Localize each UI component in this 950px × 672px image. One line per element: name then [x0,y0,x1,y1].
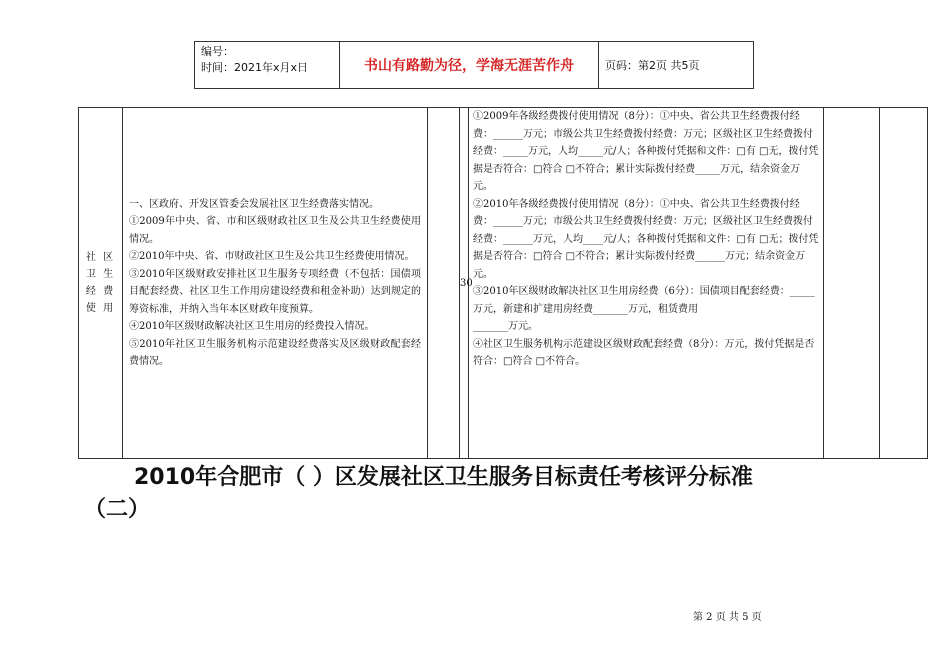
detail-paragraph: ④社区卫生服务机构示范建设区级财政配套经费（8分）：万元，拨付凭据是否符合：□符合 □不符合。 [473,338,815,367]
document-title [84,462,886,526]
description-paragraph: 一、区政府、开发区管委会发展社区卫生经费落实情况。 [129,198,379,210]
description-paragraph: ①2009年中央、省、市和区级财政社区卫生及公共卫生经费使用情况。 [129,216,421,245]
time-label: 时间：2021年x月x日 [201,61,309,74]
number-label: 编号： [201,45,234,58]
category-line: 经 费 [85,286,116,297]
description-paragraph: ④2010年区级财政解决社区卫生用房的经费投入情况。 [129,321,375,332]
empty-cell [880,108,928,459]
header-motto: 书山有路勤为径，学海无涯苦作舟 [340,42,599,88]
detail-paragraph: _______万元。 [473,321,538,332]
description-paragraph: ⑤2010年社区卫生服务机构示范建设经费落实及区级财政配套经费情况。 [129,338,421,367]
category-line: 使 用 [85,303,116,314]
detail-cell [469,108,824,459]
description-paragraph: ③2010年区级财政安排社区卫生服务专项经费（不包括：国债项目配套经费、社区卫生工作用房建设经费和租金补助）达到规定的筹资标准，并纳入当年本区财政年度预算。 [129,268,421,315]
category-line: 社 区 [85,252,116,263]
table-row [79,108,928,459]
detail-paragraph: ①2009年各级经费拨付使用情况（8分）：①中央、省公共卫生经费拨付经费：______万元；市级公共卫生经费拨付经费：万元；区级社区卫生经费拨付经费：_____万元，人均_____元/人；各种拨付凭据和文件：□有 □无，拨付凭据是否符合：□符合 □不符合；累计实际拨付经费_____万元，结余资金万元。 [473,111,819,192]
description-cell [123,108,428,459]
scoring-table [78,107,928,459]
empty-cell [428,108,460,459]
header-meta [195,42,340,88]
empty-cell [824,108,880,459]
score-cell: 30 [460,108,469,459]
page-footer: 第 2 页 共 5 页 [693,612,762,623]
description-paragraph: ②2010年中央、省、市财政社区卫生及公共卫生经费使用情况。 [129,251,415,262]
category-cell [79,108,123,459]
detail-paragraph: ③2010年区级财政解决社区卫生用房经费（6分）：国债项目配套经费：_____万元，新建和扩建用房经费_______万元，租赁费用 [473,286,815,315]
page-header [194,41,754,89]
title-line-2: （二） [84,497,151,522]
detail-paragraph: ②2010年各级经费拨付使用情况（8分）：①中央、省公共卫生经费拨付经费：______万元；市级公共卫生经费拨付经费：万元；区级社区卫生经费拨付经费：______万元，人均____元/人；各种拨付凭据和文件：□有 □无；拨付凭据是否符合：□符合 □不符合；累计实际拨付经费______万元；结余资金万元。 [473,198,819,280]
title-line-1: 2010年合肥市（ ）区发展社区卫生服务目标责任考核评分标准 [134,465,753,490]
category-line: 卫 生 [85,269,116,280]
header-page-label: 页码：第2页 共5页 [605,59,700,72]
